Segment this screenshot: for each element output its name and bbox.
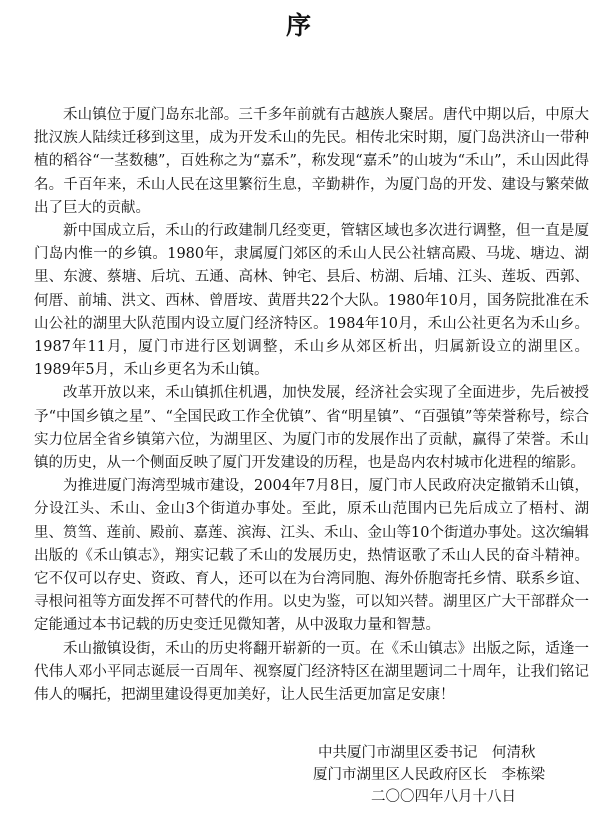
paragraph-4: 为推进厦门海湾型城市建设，2004年7月8日，厦门市人民政府决定撤销禾山镇，分设江头、禾山、金山3个街道办事处。至此，原禾山范围内已先后成立了梧村、湖里、筼筜、莲前、殿前、嘉莲、滨海、江头、禾山、金山等10个街道办事处。这次编辑出版的《禾山镇志》，翔实记载了禾山的发展历史，热情讴歌了禾山人民的奋斗精神。它不仅可以存史、资政、育人，还可以在为台湾同胞、海外侨胞寄托乡情、联系乡谊、寻根问祖等方面发挥不可替代的作用。以史为鉴，可以知兴替。湖里区广大干部群众一定能通过本书记载的历史变迁见微知著，从中汲取力量和智慧。 — [34, 478, 589, 634]
signature-date: 二〇〇四年八月十八日 — [371, 789, 516, 805]
signature-district-head: 厦门市湖里区人民政府区长 李栋梁 — [313, 767, 545, 783]
paragraph-1: 禾山镇位于厦门岛东北部。三千多年前就有古越族人聚居。唐代中期以后，中原大批汉族人陆续迁移到这里，成为开发禾山的先民。相传北宋时期，厦门岛洪济山一带种植的稻谷“一茎数穗”，百姓称之为“嘉禾”，称发现“嘉禾”的山坡为“禾山”，禾山因此得名。千百年来，禾山人民在这里繁衍生息，辛勤耕作，为厦门岛的开发、建设与繁荣做出了巨大的贡献。 — [34, 107, 589, 216]
paragraph-3: 改革开放以来，禾山镇抓住机遇，加快发展，经济社会实现了全面进步，先后被授予“中国乡镇之星”、“全国民政工作全优镇”、省“明星镇”、“百强镇”等荣誉称号，综合实力位居全省乡镇第六位，为湖里区、为厦门市的发展作出了贡献，赢得了荣誉。禾山镇的历史，从一个侧面反映了厦门开发建设的历程，也是岛内农村城市化进程的缩影。 — [34, 385, 589, 472]
preface-body — [34, 104, 589, 707]
paragraph-2: 新中国成立后，禾山的行政建制几经变更，管辖区域也多次进行调整，但一直是厦门岛内惟一的乡镇。1980年，隶属厦门郊区的禾山人民公社辖高殿、马垅、塘边、湖里、东渡、蔡塘、后坑、五通、高林、钟宅、县后、枋湖、后埔、江头、莲坂、西郭、何厝、前埔、洪文、西林、曾厝垵、黄厝共22个大队。1980年10月，国务院批准在禾山公社的湖里大队范围内设立厦门经济特区。1984年10月，禾山公社更名为禾山乡。1987年11月，厦门市进行区划调整，禾山乡从郊区析出，归属新设立的湖里区。1989年5月，禾山乡更名为禾山镇。 — [34, 223, 589, 379]
signature-party-secretary: 中共厦门市湖里区委书记 何清秋 — [318, 745, 536, 761]
paragraph-5: 禾山撤镇设街，禾山的历史将翻开崭新的一页。在《禾山镇志》出版之际，适逢一代伟人邓小平同志诞辰一百周年、视察厦门经济特区在湖里题词二十周年，让我们铭记伟人的嘱托，把湖里建设得更加美好，让人民生活更加富足安康！ — [34, 640, 589, 704]
page-title: 序 — [285, 11, 313, 40]
